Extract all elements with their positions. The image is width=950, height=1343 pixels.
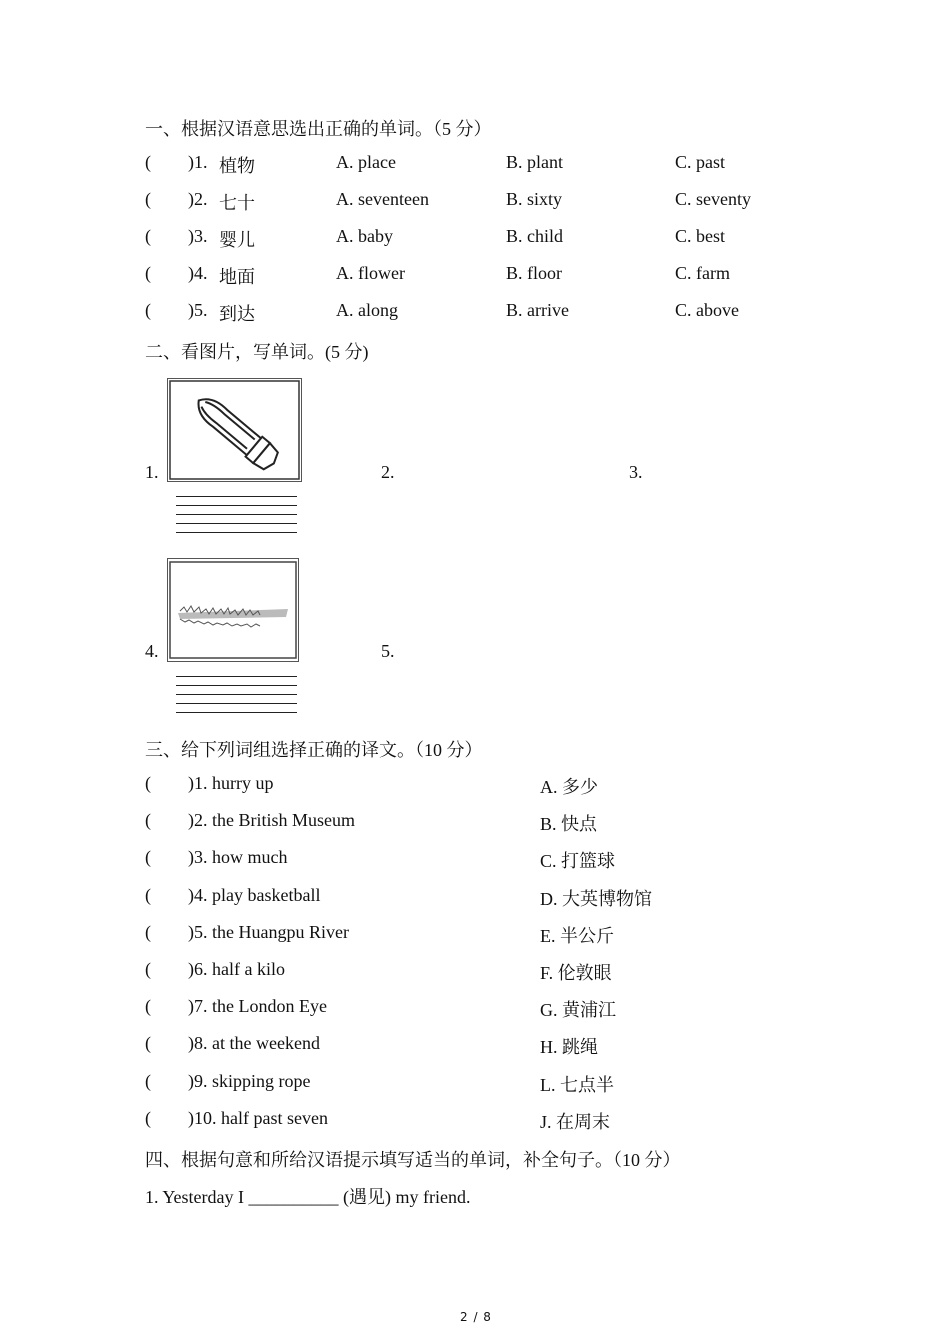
option-c: C. above <box>675 300 739 320</box>
picture-label-1: 1. <box>145 462 159 482</box>
translation-option: G. 黄浦江 <box>540 1000 616 1021</box>
chinese-prompt: 婴儿 <box>219 230 255 250</box>
question-number: )2. <box>188 189 208 209</box>
option-b: B. plant <box>506 152 563 172</box>
option-c: C. seventy <box>675 189 751 209</box>
option-a: A. along <box>336 300 398 320</box>
translation-option: B. 快点 <box>540 814 598 835</box>
translation-option: J. 在周末 <box>540 1111 611 1132</box>
translation-option: H. 跳绳 <box>540 1037 598 1058</box>
answer-paren[interactable]: ( <box>145 959 151 979</box>
answer-paren[interactable]: ( <box>145 226 151 246</box>
option-b: B. floor <box>506 263 562 283</box>
answer-paren[interactable]: ( <box>145 152 151 172</box>
section3-title: 三、给下列词组选择正确的译文。（10 分） <box>145 740 483 760</box>
phrase: )6. half a kilo <box>188 959 285 979</box>
answer-paren[interactable]: ( <box>145 189 151 209</box>
option-a: A. flower <box>336 263 405 283</box>
question-number: )5. <box>188 300 208 320</box>
phrase: )4. play basketball <box>188 884 321 905</box>
phrase: )5. the Huangpu River <box>188 921 349 942</box>
translation-option: E. 半公斤 <box>540 925 614 946</box>
answer-paren[interactable]: ( <box>145 996 151 1017</box>
grass-icon <box>168 559 298 661</box>
phrase: )1. hurry up <box>188 773 274 793</box>
chinese-prompt: 地面 <box>219 267 255 287</box>
option-b: B. sixty <box>506 189 563 209</box>
translation-option: A. 多少 <box>540 777 598 797</box>
option-b: B. arrive <box>506 300 569 320</box>
section2-title: 二、看图片，写单词。(5 分) <box>145 342 369 362</box>
phrase: )3. how much <box>188 847 288 868</box>
phrase: )10. half past seven <box>188 1107 328 1128</box>
phrase: )8. at the weekend <box>188 1033 320 1054</box>
answer-lines-1[interactable] <box>176 496 297 541</box>
answer-paren[interactable]: ( <box>145 263 151 283</box>
answer-paren[interactable]: ( <box>145 921 151 942</box>
crayon-picture <box>167 378 302 482</box>
section4-title: 四、根据句意和所给汉语提示填写适当的单词，补全句子。（10 分） <box>145 1150 681 1170</box>
page-number: 2 / 8 <box>460 1310 492 1324</box>
phrase: )2. the British Museum <box>188 810 355 831</box>
picture-label-5: 5. <box>381 641 395 661</box>
option-c: C. best <box>675 226 726 246</box>
answer-paren[interactable]: ( <box>145 1070 151 1091</box>
option-c: C. farm <box>675 263 730 283</box>
grass-picture <box>167 558 299 662</box>
question-number: )4. <box>188 263 208 283</box>
section1-title: 一、根据汉语意思选出正确的单词。（5 分） <box>145 119 492 139</box>
translation-option: D. 大英博物馆 <box>540 888 652 909</box>
option-a: A. baby <box>336 226 393 246</box>
option-b: B. child <box>506 226 563 246</box>
picture-label-2: 2. <box>381 462 395 482</box>
phrase: )7. the London Eye <box>188 996 327 1017</box>
option-a: A. seventeen <box>336 189 429 209</box>
answer-paren[interactable]: ( <box>145 810 151 831</box>
option-a: A. place <box>336 152 396 172</box>
answer-paren[interactable]: ( <box>145 1033 151 1054</box>
question-number: )3. <box>188 226 208 246</box>
option-c: C. past <box>675 152 726 172</box>
answer-paren[interactable]: ( <box>145 847 151 868</box>
answer-lines-4[interactable] <box>176 676 297 721</box>
chinese-prompt: 七十 <box>219 193 255 213</box>
chinese-prompt: 到达 <box>219 304 255 324</box>
picture-label-4: 4. <box>145 641 159 661</box>
translation-option: L. 七点半 <box>540 1074 614 1095</box>
section4-sentence-1: 1. Yesterday I __________ (遇见) my friend. <box>145 1187 471 1207</box>
phrase: )9. skipping rope <box>188 1070 311 1091</box>
crayon-icon <box>168 379 301 481</box>
answer-paren[interactable]: ( <box>145 1107 151 1128</box>
translation-option: C. 打篮球 <box>540 851 616 872</box>
translation-option: F. 伦敦眼 <box>540 963 612 983</box>
question-number: )1. <box>188 152 208 172</box>
answer-paren[interactable]: ( <box>145 773 151 793</box>
answer-paren[interactable]: ( <box>145 884 151 905</box>
picture-label-3: 3. <box>629 462 643 482</box>
answer-paren[interactable]: ( <box>145 300 151 320</box>
chinese-prompt: 植物 <box>219 156 255 176</box>
